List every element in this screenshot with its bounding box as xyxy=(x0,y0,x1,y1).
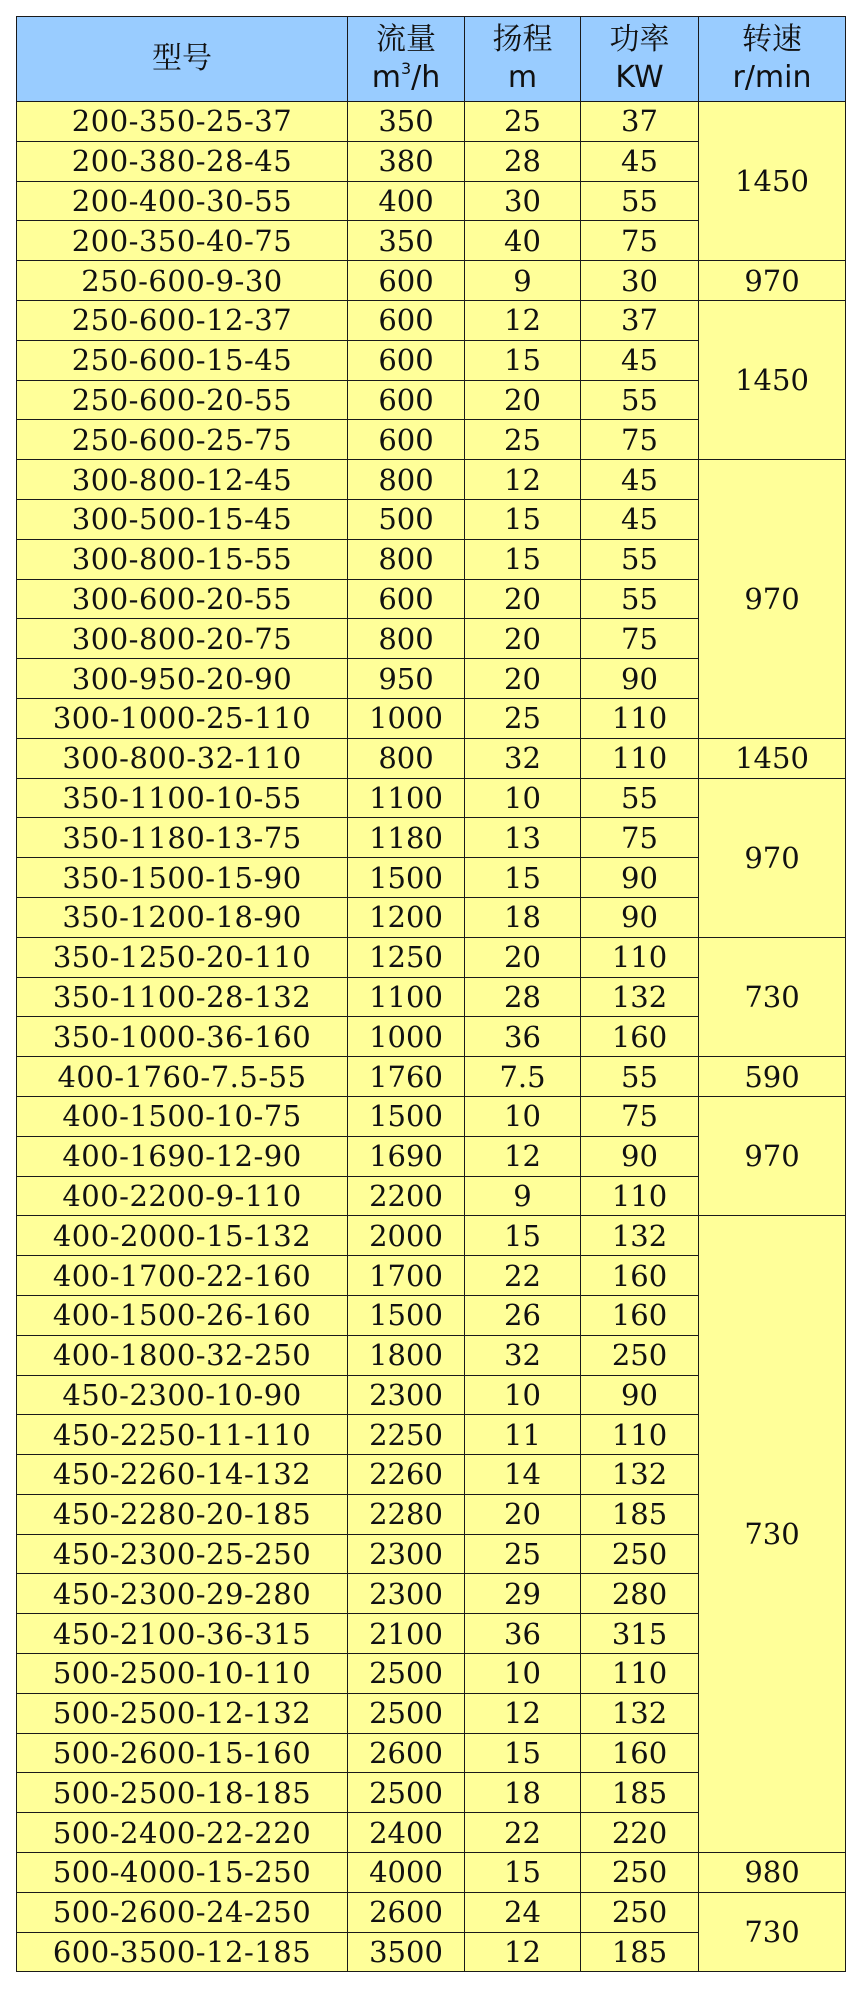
model-cell: 400-1700-22-160 xyxy=(17,1256,348,1296)
model-cell: 250-600-15-45 xyxy=(17,340,348,380)
model-cell: 500-2500-12-132 xyxy=(17,1693,348,1733)
power-cell: 75 xyxy=(581,818,699,858)
head-cell: 20 xyxy=(465,659,581,699)
head-cell: 12 xyxy=(465,1693,581,1733)
table-row xyxy=(17,778,846,818)
table-row xyxy=(17,1892,846,1932)
model-cell: 450-2260-14-132 xyxy=(17,1455,348,1495)
pump-spec-table xyxy=(16,16,846,1972)
flow-cell: 1000 xyxy=(348,1017,465,1057)
flow-cell: 500 xyxy=(348,499,465,539)
head-cell: 20 xyxy=(465,380,581,420)
model-cell: 350-1250-20-110 xyxy=(17,937,348,977)
model-cell: 400-1800-32-250 xyxy=(17,1335,348,1375)
head-cell: 15 xyxy=(465,1733,581,1773)
model-cell: 450-2300-29-280 xyxy=(17,1574,348,1614)
head-cell: 18 xyxy=(465,897,581,937)
speed-cell: 970 xyxy=(699,1096,846,1215)
head-cell: 25 xyxy=(465,1534,581,1574)
flow-cell: 2260 xyxy=(348,1455,465,1495)
flow-cell: 2500 xyxy=(348,1773,465,1813)
flow-cell: 600 xyxy=(348,340,465,380)
flow-cell: 800 xyxy=(348,539,465,579)
table-row xyxy=(17,261,846,301)
model-cell: 300-1000-25-110 xyxy=(17,698,348,738)
power-cell: 75 xyxy=(581,619,699,659)
power-cell: 280 xyxy=(581,1574,699,1614)
speed-cell: 1450 xyxy=(699,102,846,261)
power-cell: 132 xyxy=(581,1693,699,1733)
model-cell: 350-1500-15-90 xyxy=(17,858,348,898)
header-head-unit: m xyxy=(507,60,538,95)
header-row xyxy=(17,17,846,102)
model-cell: 200-350-40-75 xyxy=(17,221,348,261)
model-cell: 400-2200-9-110 xyxy=(17,1176,348,1216)
header-model xyxy=(17,17,348,102)
header-flow-unit xyxy=(348,59,464,97)
flow-unit-a: m xyxy=(371,60,401,95)
head-cell: 15 xyxy=(465,539,581,579)
model-cell: 500-2500-10-110 xyxy=(17,1654,348,1694)
flow-cell: 600 xyxy=(348,420,465,460)
power-cell: 55 xyxy=(581,181,699,221)
head-cell: 10 xyxy=(465,1654,581,1694)
table-row xyxy=(17,300,846,340)
speed-cell: 980 xyxy=(699,1853,846,1893)
power-cell: 185 xyxy=(581,1773,699,1813)
head-cell: 9 xyxy=(465,261,581,301)
head-cell: 9 xyxy=(465,1176,581,1216)
header-flow-label: 流量 xyxy=(376,22,436,57)
header-model-label: 型号 xyxy=(152,41,212,76)
power-cell: 110 xyxy=(581,1176,699,1216)
flow-cell: 2250 xyxy=(348,1415,465,1455)
model-cell: 500-2600-24-250 xyxy=(17,1892,348,1932)
model-cell: 450-2250-11-110 xyxy=(17,1415,348,1455)
head-cell: 15 xyxy=(465,1853,581,1893)
model-cell: 400-2000-15-132 xyxy=(17,1216,348,1256)
speed-cell: 730 xyxy=(699,937,846,1056)
power-cell: 90 xyxy=(581,1136,699,1176)
power-cell: 220 xyxy=(581,1813,699,1853)
head-cell: 18 xyxy=(465,1773,581,1813)
model-cell: 300-950-20-90 xyxy=(17,659,348,699)
head-cell: 20 xyxy=(465,579,581,619)
flow-cell: 600 xyxy=(348,579,465,619)
flow-cell: 950 xyxy=(348,659,465,699)
flow-cell: 1250 xyxy=(348,937,465,977)
flow-cell: 1100 xyxy=(348,778,465,818)
flow-cell: 800 xyxy=(348,619,465,659)
header-head-label: 扬程 xyxy=(492,22,553,57)
model-cell: 300-800-32-110 xyxy=(17,738,348,778)
speed-cell: 1450 xyxy=(699,738,846,778)
model-cell: 250-600-9-30 xyxy=(17,261,348,301)
model-cell: 350-1180-13-75 xyxy=(17,818,348,858)
flow-cell: 2280 xyxy=(348,1494,465,1534)
power-cell: 110 xyxy=(581,1654,699,1694)
flow-cell: 1500 xyxy=(348,858,465,898)
flow-cell: 350 xyxy=(348,102,465,142)
head-cell: 22 xyxy=(465,1813,581,1853)
flow-cell: 1180 xyxy=(348,818,465,858)
flow-cell: 1690 xyxy=(348,1136,465,1176)
model-cell: 250-600-12-37 xyxy=(17,300,348,340)
power-cell: 90 xyxy=(581,897,699,937)
flow-cell: 1500 xyxy=(348,1295,465,1335)
power-cell: 132 xyxy=(581,1216,699,1256)
power-cell: 90 xyxy=(581,659,699,699)
table-row xyxy=(17,1216,846,1256)
flow-unit-b: /h xyxy=(411,60,441,95)
head-cell: 30 xyxy=(465,181,581,221)
table-header xyxy=(17,17,846,102)
header-flow xyxy=(348,17,465,102)
power-cell: 110 xyxy=(581,738,699,778)
head-cell: 29 xyxy=(465,1574,581,1614)
head-cell: 10 xyxy=(465,1375,581,1415)
head-cell: 15 xyxy=(465,340,581,380)
speed-cell: 970 xyxy=(699,778,846,937)
flow-cell: 2300 xyxy=(348,1375,465,1415)
model-cell: 300-800-15-55 xyxy=(17,539,348,579)
model-cell: 400-1500-26-160 xyxy=(17,1295,348,1335)
head-cell: 15 xyxy=(465,499,581,539)
flow-cell: 2500 xyxy=(348,1693,465,1733)
flow-cell: 1800 xyxy=(348,1335,465,1375)
flow-cell: 1760 xyxy=(348,1057,465,1097)
power-cell: 75 xyxy=(581,420,699,460)
header-power-label: 功率 xyxy=(609,22,670,57)
model-cell: 200-350-25-37 xyxy=(17,102,348,142)
power-cell: 45 xyxy=(581,460,699,500)
header-speed-unit: r/min xyxy=(732,60,812,95)
flow-cell: 1000 xyxy=(348,698,465,738)
power-cell: 160 xyxy=(581,1733,699,1773)
flow-cell: 3500 xyxy=(348,1932,465,1972)
model-cell: 450-2300-10-90 xyxy=(17,1375,348,1415)
power-cell: 37 xyxy=(581,300,699,340)
head-cell: 28 xyxy=(465,977,581,1017)
model-cell: 450-2300-25-250 xyxy=(17,1534,348,1574)
power-cell: 55 xyxy=(581,778,699,818)
table-body xyxy=(17,102,846,1972)
flow-cell: 1100 xyxy=(348,977,465,1017)
power-cell: 132 xyxy=(581,1455,699,1495)
model-cell: 350-1200-18-90 xyxy=(17,897,348,937)
power-cell: 185 xyxy=(581,1932,699,1972)
table-row xyxy=(17,1096,846,1136)
model-cell: 250-600-25-75 xyxy=(17,420,348,460)
model-cell: 450-2280-20-185 xyxy=(17,1494,348,1534)
power-cell: 315 xyxy=(581,1614,699,1654)
header-head xyxy=(465,17,581,102)
flow-cell: 600 xyxy=(348,300,465,340)
model-cell: 500-2600-15-160 xyxy=(17,1733,348,1773)
flow-cell: 350 xyxy=(348,221,465,261)
head-cell: 25 xyxy=(465,420,581,460)
head-cell: 20 xyxy=(465,1494,581,1534)
head-cell: 25 xyxy=(465,102,581,142)
head-cell: 12 xyxy=(465,300,581,340)
head-cell: 15 xyxy=(465,1216,581,1256)
power-cell: 250 xyxy=(581,1853,699,1893)
speed-cell: 590 xyxy=(699,1057,846,1097)
model-cell: 500-2500-18-185 xyxy=(17,1773,348,1813)
model-cell: 500-4000-15-250 xyxy=(17,1853,348,1893)
flow-cell: 800 xyxy=(348,738,465,778)
flow-cell: 600 xyxy=(348,380,465,420)
power-cell: 45 xyxy=(581,141,699,181)
power-cell: 250 xyxy=(581,1534,699,1574)
flow-cell: 600 xyxy=(348,261,465,301)
power-cell: 45 xyxy=(581,340,699,380)
power-cell: 55 xyxy=(581,539,699,579)
table-row xyxy=(17,460,846,500)
head-cell: 20 xyxy=(465,937,581,977)
model-cell: 500-2400-22-220 xyxy=(17,1813,348,1853)
model-cell: 400-1690-12-90 xyxy=(17,1136,348,1176)
flow-unit-sup: 3 xyxy=(400,59,412,78)
table-row xyxy=(17,1853,846,1893)
speed-cell: 970 xyxy=(699,261,846,301)
head-cell: 12 xyxy=(465,1136,581,1176)
table-row xyxy=(17,738,846,778)
flow-cell: 2400 xyxy=(348,1813,465,1853)
model-cell: 300-500-15-45 xyxy=(17,499,348,539)
power-cell: 250 xyxy=(581,1335,699,1375)
model-cell: 400-1760-7.5-55 xyxy=(17,1057,348,1097)
table-row xyxy=(17,102,846,142)
header-power xyxy=(581,17,699,102)
flow-cell: 400 xyxy=(348,181,465,221)
power-cell: 75 xyxy=(581,1096,699,1136)
flow-cell: 4000 xyxy=(348,1853,465,1893)
head-cell: 10 xyxy=(465,778,581,818)
power-cell: 185 xyxy=(581,1494,699,1534)
power-cell: 90 xyxy=(581,1375,699,1415)
model-cell: 400-1500-10-75 xyxy=(17,1096,348,1136)
head-cell: 22 xyxy=(465,1256,581,1296)
flow-cell: 380 xyxy=(348,141,465,181)
head-cell: 13 xyxy=(465,818,581,858)
header-power-unit: KW xyxy=(615,60,664,95)
flow-cell: 2100 xyxy=(348,1614,465,1654)
model-cell: 600-3500-12-185 xyxy=(17,1932,348,1972)
head-cell: 28 xyxy=(465,141,581,181)
power-cell: 110 xyxy=(581,698,699,738)
head-cell: 10 xyxy=(465,1096,581,1136)
power-cell: 30 xyxy=(581,261,699,301)
head-cell: 32 xyxy=(465,1335,581,1375)
power-cell: 55 xyxy=(581,1057,699,1097)
flow-cell: 2500 xyxy=(348,1654,465,1694)
head-cell: 11 xyxy=(465,1415,581,1455)
power-cell: 110 xyxy=(581,937,699,977)
flow-cell: 2000 xyxy=(348,1216,465,1256)
model-cell: 450-2100-36-315 xyxy=(17,1614,348,1654)
model-cell: 300-800-12-45 xyxy=(17,460,348,500)
head-cell: 20 xyxy=(465,619,581,659)
head-cell: 12 xyxy=(465,460,581,500)
model-cell: 350-1100-10-55 xyxy=(17,778,348,818)
power-cell: 55 xyxy=(581,380,699,420)
power-cell: 110 xyxy=(581,1415,699,1455)
flow-cell: 2300 xyxy=(348,1534,465,1574)
power-cell: 160 xyxy=(581,1256,699,1296)
head-cell: 14 xyxy=(465,1455,581,1495)
head-cell: 32 xyxy=(465,738,581,778)
head-cell: 25 xyxy=(465,698,581,738)
speed-cell: 730 xyxy=(699,1892,846,1972)
flow-cell: 2600 xyxy=(348,1892,465,1932)
pump-spec-table-container xyxy=(16,16,846,1972)
head-cell: 40 xyxy=(465,221,581,261)
flow-cell: 2200 xyxy=(348,1176,465,1216)
power-cell: 250 xyxy=(581,1892,699,1932)
power-cell: 75 xyxy=(581,221,699,261)
power-cell: 160 xyxy=(581,1295,699,1335)
model-cell: 350-1100-28-132 xyxy=(17,977,348,1017)
flow-cell: 1200 xyxy=(348,897,465,937)
head-cell: 36 xyxy=(465,1017,581,1057)
speed-cell: 970 xyxy=(699,460,846,739)
head-cell: 26 xyxy=(465,1295,581,1335)
power-cell: 55 xyxy=(581,579,699,619)
table-row xyxy=(17,1057,846,1097)
flow-cell: 2600 xyxy=(348,1733,465,1773)
head-cell: 24 xyxy=(465,1892,581,1932)
table-row xyxy=(17,937,846,977)
head-cell: 36 xyxy=(465,1614,581,1654)
flow-cell: 800 xyxy=(348,460,465,500)
flow-cell: 2300 xyxy=(348,1574,465,1614)
model-cell: 300-600-20-55 xyxy=(17,579,348,619)
header-speed-label: 转速 xyxy=(742,22,802,57)
head-cell: 7.5 xyxy=(465,1057,581,1097)
model-cell: 350-1000-36-160 xyxy=(17,1017,348,1057)
power-cell: 90 xyxy=(581,858,699,898)
model-cell: 200-400-30-55 xyxy=(17,181,348,221)
flow-cell: 1700 xyxy=(348,1256,465,1296)
head-cell: 15 xyxy=(465,858,581,898)
head-cell: 12 xyxy=(465,1932,581,1972)
model-cell: 300-800-20-75 xyxy=(17,619,348,659)
speed-cell: 1450 xyxy=(699,300,846,459)
power-cell: 37 xyxy=(581,102,699,142)
flow-cell: 1500 xyxy=(348,1096,465,1136)
speed-cell: 730 xyxy=(699,1216,846,1853)
model-cell: 250-600-20-55 xyxy=(17,380,348,420)
power-cell: 132 xyxy=(581,977,699,1017)
power-cell: 160 xyxy=(581,1017,699,1057)
model-cell: 200-380-28-45 xyxy=(17,141,348,181)
header-speed xyxy=(699,17,846,102)
power-cell: 45 xyxy=(581,499,699,539)
